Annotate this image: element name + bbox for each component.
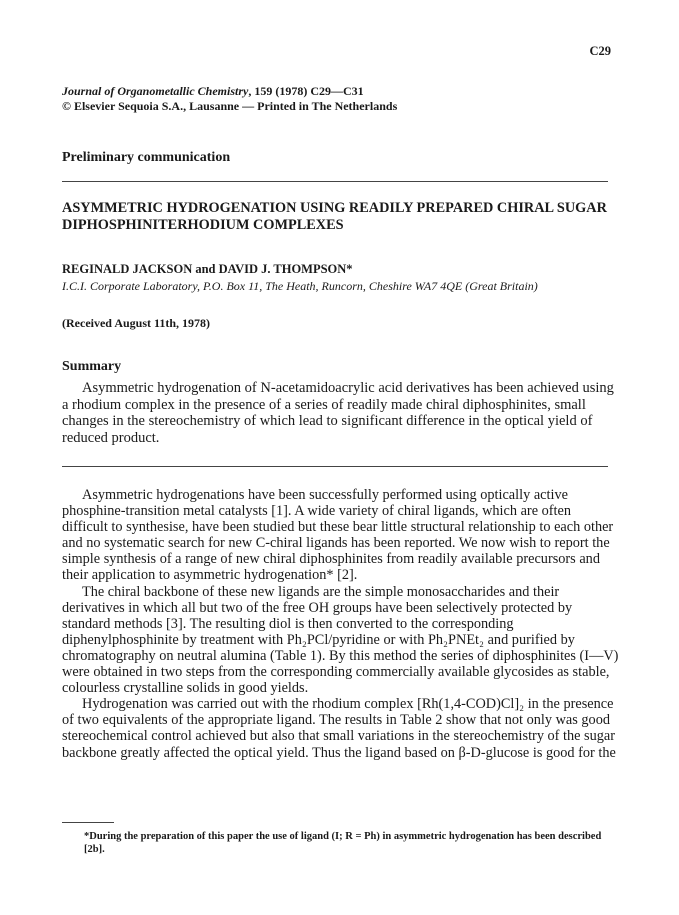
header-divider [62,181,608,182]
footnote: *During the preparation of this paper the use of ligand (I; R = Ph) in asymmetric hydrogenation has been described [2b]. [84,831,602,855]
affiliation: I.C.I. Corporate Laboratory, P.O. Box 11, The Heath, Runcorn, Cheshire WA7 4QE (Great Britain) [62,279,538,293]
summary-block [62,380,614,446]
body-text [62,487,620,761]
authors: REGINALD JACKSON and DAVID J. THOMPSON* [62,262,353,276]
publisher-line: © Elsevier Sequoia S.A., Lausanne — Printed in The Netherlands [62,99,398,113]
journal-citation [62,84,397,114]
footnote-divider [62,822,114,823]
body-paragraph-1: Asymmetric hydrogenations have been successfully performed using optically active phosphine-transition metal catalysts [1]. A wide variety of chiral ligands, which are often difficult to synthesise, have been studied but these bear little structural relationship to each other and no systematic search for new C-chiral ligands has been reported. We now wish to report the simple synthesis of a range of new chiral diphosphinites from readily available precursors and their application to asymmetric hydrogenation* [2]. [62,487,614,584]
page-number: C29 [589,44,611,58]
body-paragraph-2: The chiral backbone of these new ligands are the simple monosaccharides and their derivatives in which all but two of the free OH groups have been selectively protected by standard methods [3]. The resulting diol is then converted to the corresponding diphenylphosphinite by treatment with Ph₂PCl/pyridine or with Ph₂PNEt₂ and purified by chromatography on neutral alumina (Table 1). By this method the series of diphosphinites (I—V) were obtained in two steps from the corresponding commercially available glycosides as stable, colourless crystalline solids in good yields. [62,583,619,697]
journal-volume-pages: , 159 (1978) C29—C31 [248,84,364,98]
article-title: ASYMMETRIC HYDROGENATION USING READILY PREPARED CHIRAL SUGAR DIPHOSPHINITERHODIUM COMPLEXES [62,200,607,233]
journal-name: Journal of Organometallic Chemistry [62,84,249,98]
body-paragraph-3: Hydrogenation was carried out with the rhodium complex [Rh(1,4-COD)Cl]₂ in the presence of two equivalents of the appropriate ligand. The results in Table 2 show that not only was good stereochemical control achieved but also that small variations in the stereochemistry of the sugar backbone greatly affected the optical yield. Thus the ligand based on β-D-glucose is good for the [62,696,616,761]
summary-paragraph: Asymmetric hydrogenation of N-acetamidoacrylic acid derivatives has been achieved using a rhodium complex in the presence of a series of readily made chiral diphosphinites, small changes in the stereochemistry of which lead to significant difference in the optical yield of reduced product. [62,380,614,446]
journal-citation-line [62,84,397,99]
received-date: (Received August 11th, 1978) [62,316,210,330]
summary-heading: Summary [62,359,122,374]
summary-divider [62,466,608,467]
article-type-label: Preliminary communication [62,150,231,165]
